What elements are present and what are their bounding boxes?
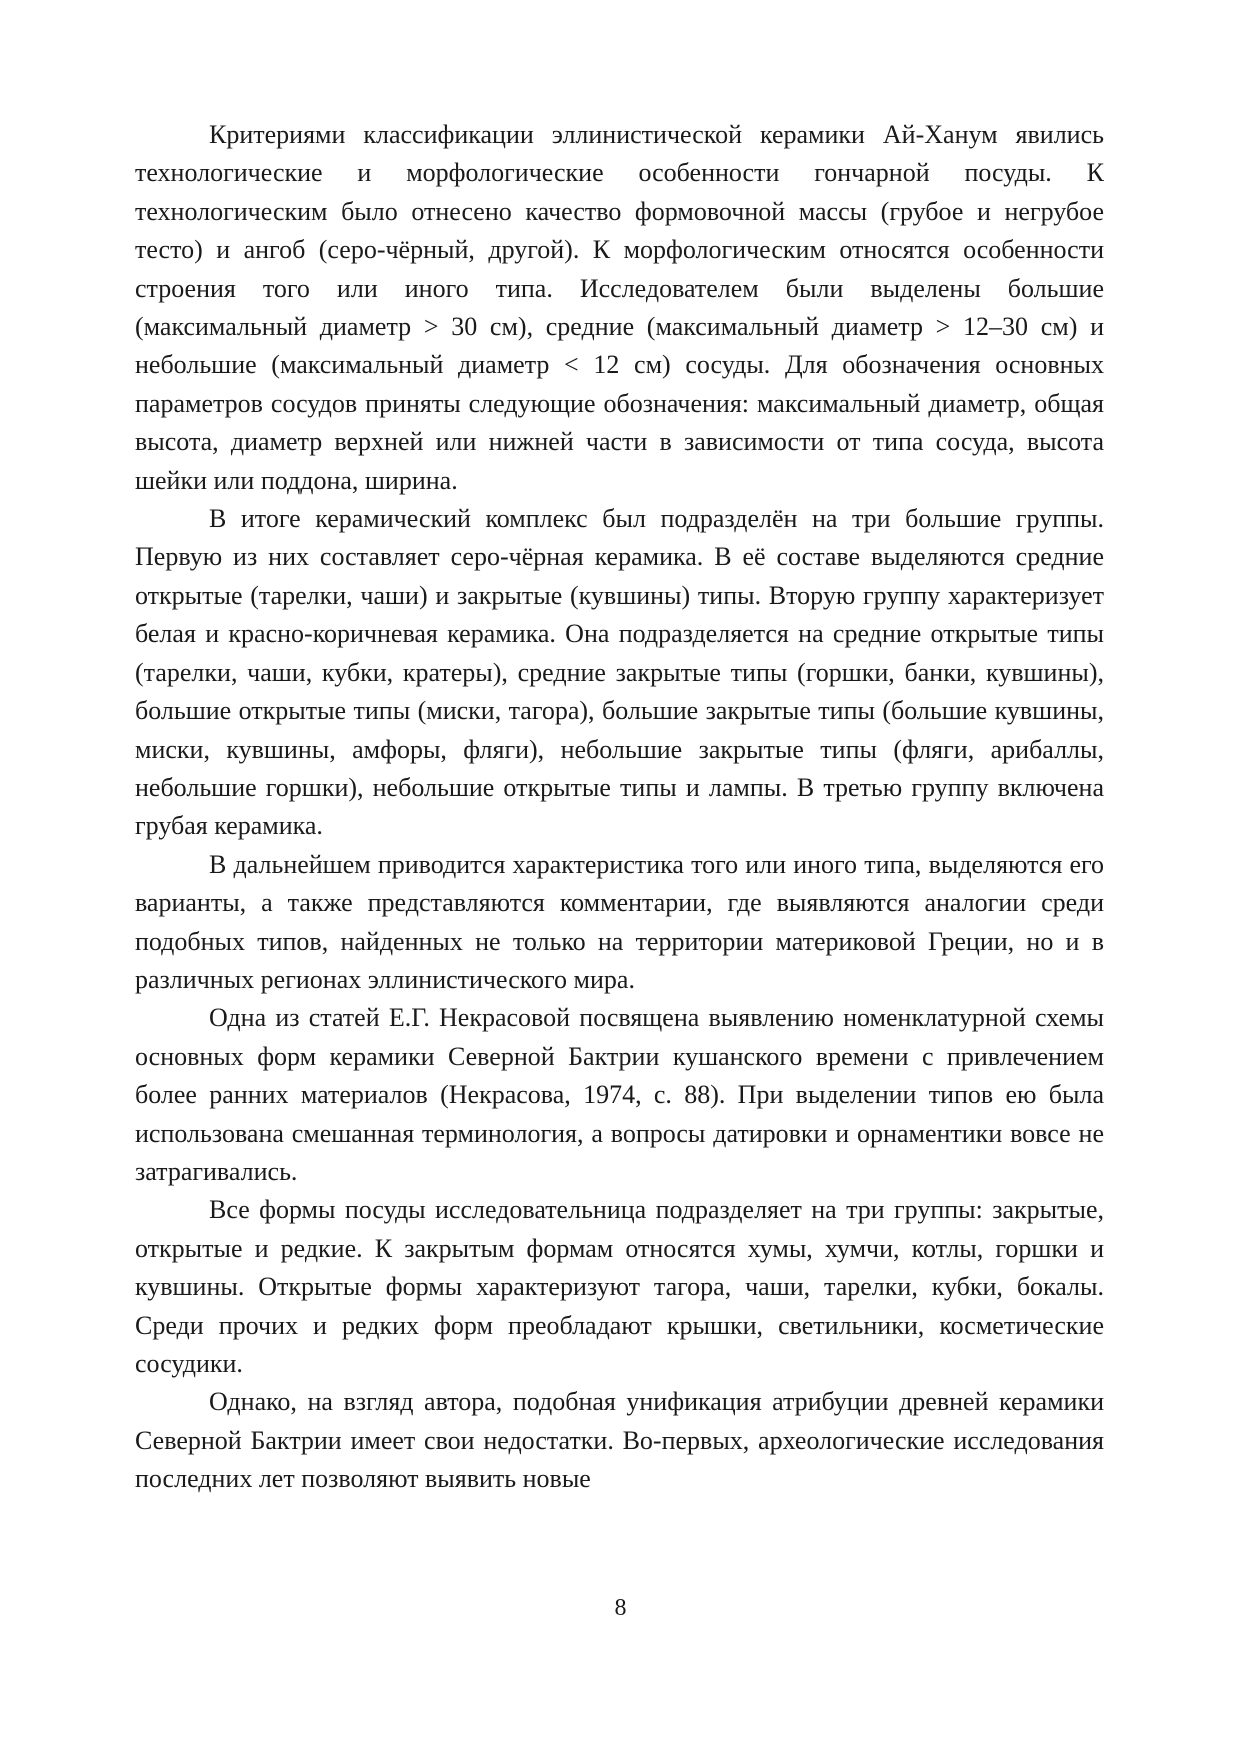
paragraph-1: Критериями классификации эллинистической керамики Ай-Ханум явились технологические и морфологические особенности гончарной посуды. К технологическим было отнесено качество формовочной массы (грубое и негрубое тесто) и ангоб (серо-чёрный, другой). К морфологическим относятся особенности строения того или иного типа. Исследователем были выделены большие (максимальный диаметр > 30 см), средние (максимальный диаметр > 12–30 см) и небольшие (максимальный диаметр < 12 см) сосуды. Для обозначения основных параметров сосудов приняты следующие обозначения: максимальный диаметр, общая высота, диаметр верхней или нижней части в зависимости от типа сосуда, высота шейки или поддона, ширина. — [135, 120, 1104, 495]
paragraph-4: Одна из статей Е.Г. Некрасовой посвящена выявлению номенклатурной схемы основных форм керамики Северной Бактрии кушанского времени с привлечением более ранних материалов (Некрасова, 1974, с. 88). При выделении типов ею была использована смешанная терминология, а вопросы датировки и орнаментики вовсе не затрагивались. — [135, 1003, 1104, 1186]
document-body — [135, 116, 1104, 1499]
paragraph-3: В дальнейшем приводится характеристика того или иного типа, выделяются его варианты, а также представляются комментарии, где выявляются аналогии среди подобных типов, найденных не только на территории материковой Греции, но и в различных регионах эллинистического мира. — [135, 849, 1104, 994]
page-number: 8 — [614, 1595, 627, 1621]
paragraph-6: Однако, на взгляд автора, подобная унификация атрибуции древней керамики Северной Бактрии имеет свои недостатки. Во-первых, археологические исследования последних лет позволяют выявить новые — [135, 1387, 1104, 1494]
paragraph-2: В итоге керамический комплекс был подразделён на три большие группы. Первую из них составляет серо-чёрная керамика. В её составе выделяются средние открытые (тарелки, чаши) и закрытые (кувшины) типы. Вторую группу характеризует белая и красно-коричневая керамика. Она подразделяется на средние открытые типы (тарелки, чаши, кубки, кратеры), средние закрытые типы (горшки, банки, кувшины), большие открытые типы (миски, тагора), большие закрытые типы (большие кувшины, миски, кувшины, амфоры, фляги), небольшие закрытые типы (фляги, арибаллы, небольшие горшки), небольшие открытые типы и лампы. В третью группу включена грубая керамика. — [135, 504, 1104, 841]
paragraph-5: Все формы посуды исследовательница подразделяет на три группы: закрытые, открытые и редкие. К закрытым формам относятся хумы, хумчи, котлы, горшки и кувшины. Открытые формы характеризуют тагора, чаши, тарелки, кубки, бокалы. Среди прочих и редких форм преобладают крышки, светильники, косметические сосудики. — [135, 1195, 1104, 1378]
